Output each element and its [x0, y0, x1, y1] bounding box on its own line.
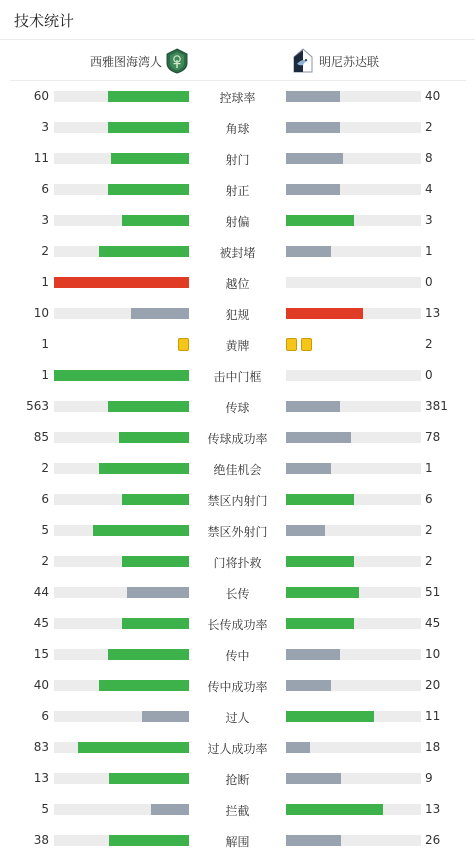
away-stat-bar — [286, 370, 421, 381]
stat-label: 长传成功率 — [207, 618, 268, 632]
away-stat-value: 381 — [425, 399, 448, 413]
stat-label: 传中 — [225, 649, 250, 663]
away-stat-bar-fill — [286, 835, 341, 846]
home-stat-bar-fill — [122, 556, 190, 567]
stat-label: 门将扑救 — [213, 556, 262, 570]
stat-row — [0, 825, 475, 856]
home-stat-bar — [54, 308, 189, 319]
stat-label: 击中门框 — [213, 370, 262, 384]
home-team-name: 西雅图海湾人 — [90, 54, 163, 69]
home-stat-value: 5 — [41, 802, 49, 816]
away-stat-bar-fill — [286, 308, 363, 319]
away-stat-value: 40 — [425, 89, 441, 103]
home-stat-value: 60 — [33, 89, 49, 103]
home-stat-bar-fill — [108, 184, 189, 195]
away-stat-value: 2 — [425, 337, 433, 351]
away-stat-value: 0 — [425, 368, 433, 382]
away-stat-value: 11 — [425, 709, 441, 723]
away-team[interactable] — [292, 41, 379, 81]
home-stat-bar-fill — [109, 773, 189, 784]
home-stat-value: 3 — [41, 213, 49, 227]
away-stat-value: 1 — [425, 461, 433, 475]
stat-row — [0, 577, 475, 608]
home-stat-value: 2 — [41, 554, 49, 568]
stat-label: 绝佳机会 — [213, 463, 262, 477]
home-stat-value: 15 — [33, 647, 49, 661]
away-stat-value: 2 — [425, 120, 433, 134]
away-stat-value: 51 — [425, 585, 441, 599]
home-stat-bar-fill — [54, 277, 189, 288]
page-title: 技术统计 — [14, 12, 75, 30]
stat-label: 越位 — [225, 277, 250, 291]
home-stat-value: 1 — [41, 275, 49, 289]
away-stat-value: 4 — [425, 182, 433, 196]
home-stat-bar — [54, 680, 189, 691]
home-stat-value: 5 — [41, 523, 49, 537]
stat-row — [0, 484, 475, 515]
home-stat-value: 85 — [33, 430, 49, 444]
home-stat-bar-fill — [54, 370, 189, 381]
away-stat-value: 3 — [425, 213, 433, 227]
header — [0, 0, 475, 40]
stat-row — [0, 329, 475, 360]
home-stat-bar — [54, 432, 189, 443]
home-stat-bar — [54, 246, 189, 257]
away-stat-value: 26 — [425, 833, 441, 847]
stat-label: 抢断 — [225, 773, 250, 787]
home-stat-bar — [54, 835, 189, 846]
away-stat-bar — [286, 122, 421, 133]
home-stat-bar-fill — [122, 618, 190, 629]
home-stat-bar-fill — [151, 804, 189, 815]
home-stat-bar — [54, 618, 189, 629]
stat-row — [0, 422, 475, 453]
home-stat-bar — [54, 184, 189, 195]
stat-label: 禁区外射门 — [207, 525, 268, 539]
away-stat-bar-fill — [286, 401, 340, 412]
away-stat-bar — [286, 432, 421, 443]
yellow-card-icon — [301, 338, 312, 351]
home-stat-bar — [54, 153, 189, 164]
stat-row — [0, 174, 475, 205]
home-stat-bar-fill — [122, 494, 190, 505]
home-stat-bar-fill — [99, 463, 189, 474]
teams-bar — [10, 41, 466, 81]
stat-row — [0, 112, 475, 143]
away-stat-bar-fill — [286, 122, 340, 133]
away-stat-bar — [286, 711, 421, 722]
home-stat-bar-fill — [99, 680, 189, 691]
stat-label: 传球 — [225, 401, 250, 415]
away-stat-bar — [286, 463, 421, 474]
stat-label: 黄牌 — [225, 339, 250, 353]
away-stat-bar-fill — [286, 494, 354, 505]
home-stat-value: 563 — [26, 399, 49, 413]
stat-label: 射正 — [225, 184, 250, 198]
stat-row — [0, 732, 475, 763]
away-stat-bar-fill — [286, 773, 341, 784]
stat-label: 被封堵 — [219, 246, 256, 260]
stat-row — [0, 546, 475, 577]
home-stat-value: 44 — [33, 585, 49, 599]
home-stat-bar-fill — [108, 649, 189, 660]
home-stat-bar — [54, 215, 189, 226]
home-stat-value: 83 — [33, 740, 49, 754]
away-stat-bar — [286, 184, 421, 195]
stat-label: 控球率 — [219, 91, 256, 105]
away-stat-value: 13 — [425, 802, 441, 816]
home-stat-value: 1 — [41, 337, 49, 351]
away-stat-bar-fill — [286, 246, 331, 257]
home-stat-bar — [54, 773, 189, 784]
stat-row — [0, 236, 475, 267]
home-stat-value: 40 — [33, 678, 49, 692]
stat-row — [0, 267, 475, 298]
away-stat-bar — [286, 587, 421, 598]
home-stat-value: 6 — [41, 182, 49, 196]
away-stat-bar — [286, 401, 421, 412]
stat-row — [0, 205, 475, 236]
stat-row — [0, 81, 475, 112]
away-stat-bar-fill — [286, 556, 354, 567]
away-stat-value: 2 — [425, 523, 433, 537]
seattle-crest-icon — [166, 48, 188, 74]
away-stat-bar-fill — [286, 711, 374, 722]
stat-row — [0, 298, 475, 329]
home-stat-value: 38 — [33, 833, 49, 847]
home-stat-bar-fill — [99, 246, 189, 257]
home-stat-value: 11 — [33, 151, 49, 165]
away-stat-value: 10 — [425, 647, 441, 661]
away-stat-value: 13 — [425, 306, 441, 320]
home-stat-bar — [54, 742, 189, 753]
home-stat-bar — [54, 525, 189, 536]
away-stat-value: 6 — [425, 492, 433, 506]
away-stat-bar — [286, 525, 421, 536]
stat-label: 过人成功率 — [207, 742, 268, 756]
away-stat-bar — [286, 277, 421, 288]
away-stat-bar-fill — [286, 587, 359, 598]
away-stat-bar — [286, 308, 421, 319]
home-stat-value: 45 — [33, 616, 49, 630]
away-stat-bar-fill — [286, 525, 325, 536]
home-stat-bar — [54, 401, 189, 412]
stat-row — [0, 670, 475, 701]
home-stat-bar-fill — [131, 308, 189, 319]
yellow-card-icon — [286, 338, 297, 351]
away-stat-bar-fill — [286, 804, 383, 815]
home-stat-bar — [54, 122, 189, 133]
away-stat-bar-fill — [286, 742, 310, 753]
away-stat-bar — [286, 680, 421, 691]
home-yellow-cards — [178, 338, 189, 351]
stat-row — [0, 515, 475, 546]
home-stat-bar-fill — [108, 122, 189, 133]
away-stat-bar — [286, 649, 421, 660]
stat-label: 解围 — [225, 835, 250, 849]
away-stat-bar — [286, 618, 421, 629]
stat-row — [0, 794, 475, 825]
away-stat-bar-fill — [286, 463, 331, 474]
home-stat-bar-fill — [127, 587, 189, 598]
home-stat-bar-fill — [108, 91, 189, 102]
home-stat-bar — [54, 370, 189, 381]
stat-row — [0, 453, 475, 484]
home-stat-value: 6 — [41, 492, 49, 506]
home-stat-bar — [54, 494, 189, 505]
away-stat-bar — [286, 494, 421, 505]
away-stat-bar — [286, 91, 421, 102]
away-stat-bar-fill — [286, 649, 340, 660]
stats-list — [0, 81, 475, 856]
home-stat-bar — [54, 463, 189, 474]
away-stat-bar — [286, 215, 421, 226]
home-stat-value: 3 — [41, 120, 49, 134]
home-stat-bar — [54, 91, 189, 102]
away-stat-bar-fill — [286, 91, 340, 102]
away-stat-bar-fill — [286, 184, 340, 195]
stat-label: 过人 — [225, 711, 250, 725]
stat-row — [0, 143, 475, 174]
home-stat-bar-fill — [109, 835, 189, 846]
stat-row — [0, 639, 475, 670]
away-stat-value: 78 — [425, 430, 441, 444]
home-stat-bar-fill — [93, 525, 189, 536]
home-stat-bar — [54, 711, 189, 722]
home-stat-bar-fill — [78, 742, 189, 753]
away-stat-value: 2 — [425, 554, 433, 568]
stat-label: 射偏 — [225, 215, 250, 229]
away-stat-value: 8 — [425, 151, 433, 165]
home-stat-bar-fill — [108, 401, 189, 412]
stat-row — [0, 391, 475, 422]
away-stat-value: 1 — [425, 244, 433, 258]
yellow-card-icon — [178, 338, 189, 351]
away-stat-value: 0 — [425, 275, 433, 289]
away-stat-bar — [286, 153, 421, 164]
away-stat-bar-fill — [286, 215, 354, 226]
home-stat-bar — [54, 277, 189, 288]
stat-label: 禁区内射门 — [207, 494, 268, 508]
home-stat-value: 13 — [33, 771, 49, 785]
home-stat-bar-fill — [122, 215, 190, 226]
stat-label: 传中成功率 — [207, 680, 268, 694]
home-stat-bar — [54, 649, 189, 660]
home-stat-bar — [54, 556, 189, 567]
home-stat-value: 2 — [41, 461, 49, 475]
away-yellow-cards — [286, 338, 312, 351]
stat-row — [0, 763, 475, 794]
stat-row — [0, 701, 475, 732]
home-stat-bar-fill — [111, 153, 189, 164]
away-stat-value: 18 — [425, 740, 441, 754]
home-stat-value: 2 — [41, 244, 49, 258]
home-stat-value: 1 — [41, 368, 49, 382]
away-stat-bar — [286, 246, 421, 257]
away-stat-bar-fill — [286, 432, 351, 443]
home-stat-value: 6 — [41, 709, 49, 723]
away-stat-bar — [286, 742, 421, 753]
away-team-name: 明尼苏达联 — [319, 54, 380, 69]
home-stat-value: 10 — [33, 306, 49, 320]
stat-label: 犯规 — [225, 308, 250, 322]
stat-row — [0, 608, 475, 639]
away-stat-bar — [286, 804, 421, 815]
away-stat-bar-fill — [286, 680, 331, 691]
home-stat-bar-fill — [119, 432, 189, 443]
stat-label: 角球 — [225, 122, 250, 136]
stat-label: 传球成功率 — [207, 432, 268, 446]
away-stat-bar-fill — [286, 153, 343, 164]
away-stat-bar — [286, 556, 421, 567]
stat-label: 射门 — [225, 153, 250, 167]
away-stat-value: 9 — [425, 771, 433, 785]
stat-row — [0, 360, 475, 391]
away-stat-value: 20 — [425, 678, 441, 692]
away-stat-bar — [286, 773, 421, 784]
minnesota-loon-icon — [292, 48, 314, 74]
stat-label: 长传 — [225, 587, 250, 601]
away-stat-bar — [286, 835, 421, 846]
stat-label: 拦截 — [225, 804, 250, 818]
away-stat-bar-fill — [286, 618, 354, 629]
home-stat-bar — [54, 587, 189, 598]
home-stat-bar-fill — [142, 711, 189, 722]
home-stat-bar — [54, 804, 189, 815]
away-stat-value: 45 — [425, 616, 441, 630]
home-team[interactable] — [90, 41, 192, 81]
